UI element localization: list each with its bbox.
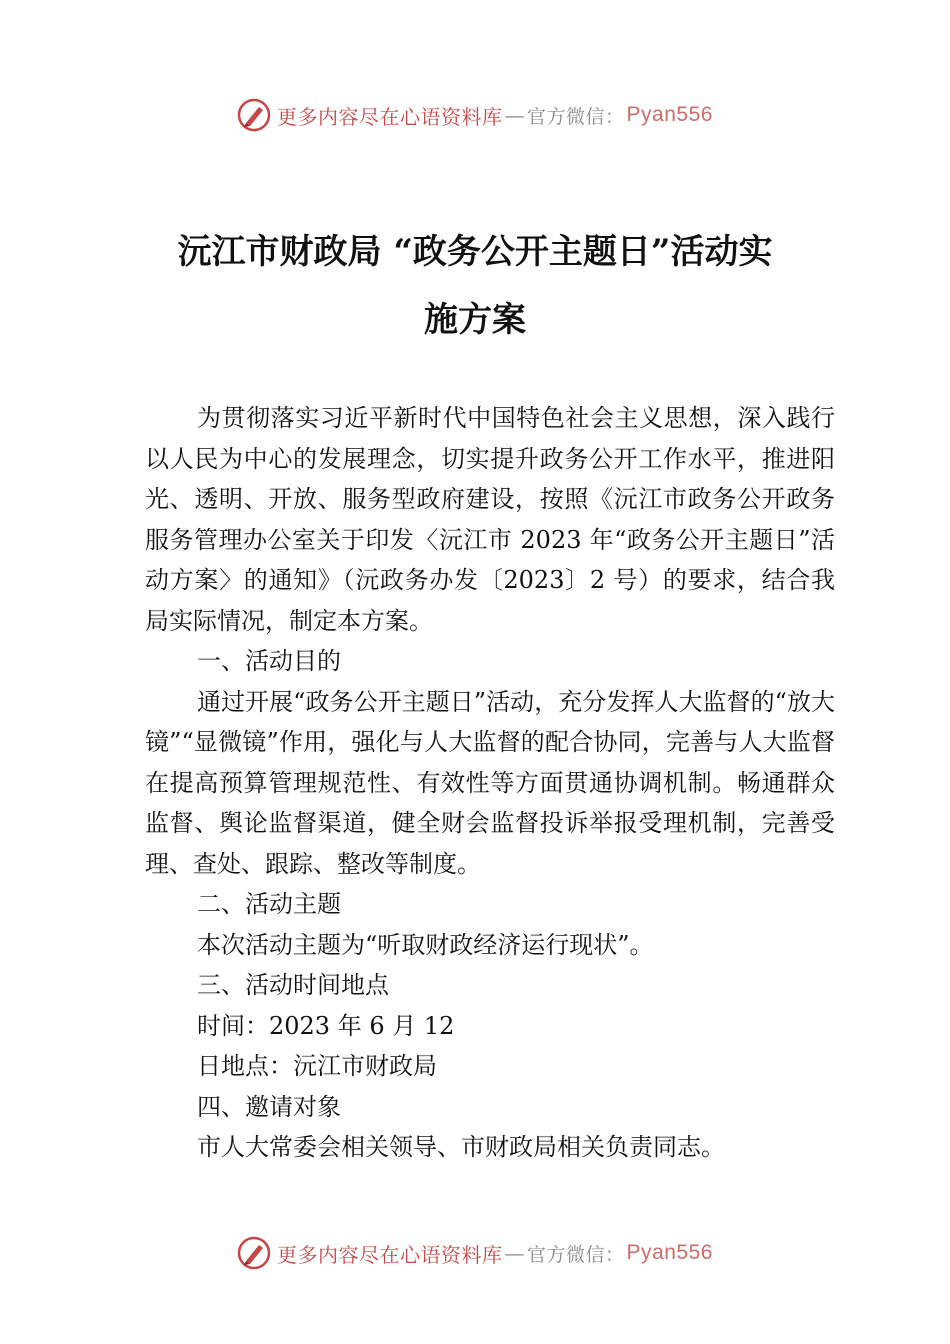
document-title [60,218,890,354]
watermark-separator: — [504,103,526,127]
watermark-wechat-id: Pyan556 [626,1241,713,1264]
time-line: 时间：2023 年 6 月 12 [197,1011,455,1040]
section-heading-theme: 二、活动主题 [197,890,341,918]
intro-paragraph: 为贯彻落实习近平新时代中国特色社会主义思想，深入践行以人民为中心的发展理念，切实提升政务公开工作水平，推进阳光、透明、开放、服务型政府建设，按照《沅江市政务公开政务服务管理办公室关于印发〈沅江市 2023 年“政务公开主题日”活动方案〉的通知》（沅政务办发〔2023〕2 号）的要求，结合我局实际情况，制定本方案。 [145,404,835,635]
invitees-paragraph: 市人大常委会相关领导、市财政局相关负责同志。 [197,1133,725,1161]
section-heading-time-place: 三、活动时间地点 [197,971,389,999]
header-watermark [0,95,950,135]
title-line-1: 沅江市财政局 “政务公开主题日”活动实 [177,232,773,272]
watermark-text: 更多内容尽在心语资料库 [277,104,503,129]
place-line: 日地点：沅江市财政局 [197,1052,437,1080]
watermark-separator: — [504,1241,526,1265]
theme-paragraph: 本次活动主题为“听取财政经济运行现状”。 [197,930,654,959]
pen-logo-icon [237,98,271,132]
document-body [145,398,835,1168]
watermark-wechat-id: Pyan556 [626,103,713,126]
section-heading-purpose: 一、活动目的 [197,647,341,675]
watermark-label: 官方微信： [527,105,625,128]
pen-logo-icon [237,1236,271,1270]
section-heading-invitees: 四、邀请对象 [197,1092,341,1121]
title-line-2: 施方案 [424,300,526,340]
watermark-text: 更多内容尽在心语资料库 [277,1242,503,1267]
watermark-label: 官方微信： [527,1243,625,1266]
purpose-paragraph: 通过开展“政务公开主题日”活动，充分发挥人大监督的“放大镜”“显微镜”作用，强化与人大监督的配合协同，完善与人大监督在提高预算管理规范性、有效性等方面贯通协调机制。畅通群众监督、舆论监督渠道，健全财会监督投诉举报受理机制，完善受理、查处、跟踪、整改等制度。 [145,687,835,878]
footer-watermark [0,1233,950,1273]
